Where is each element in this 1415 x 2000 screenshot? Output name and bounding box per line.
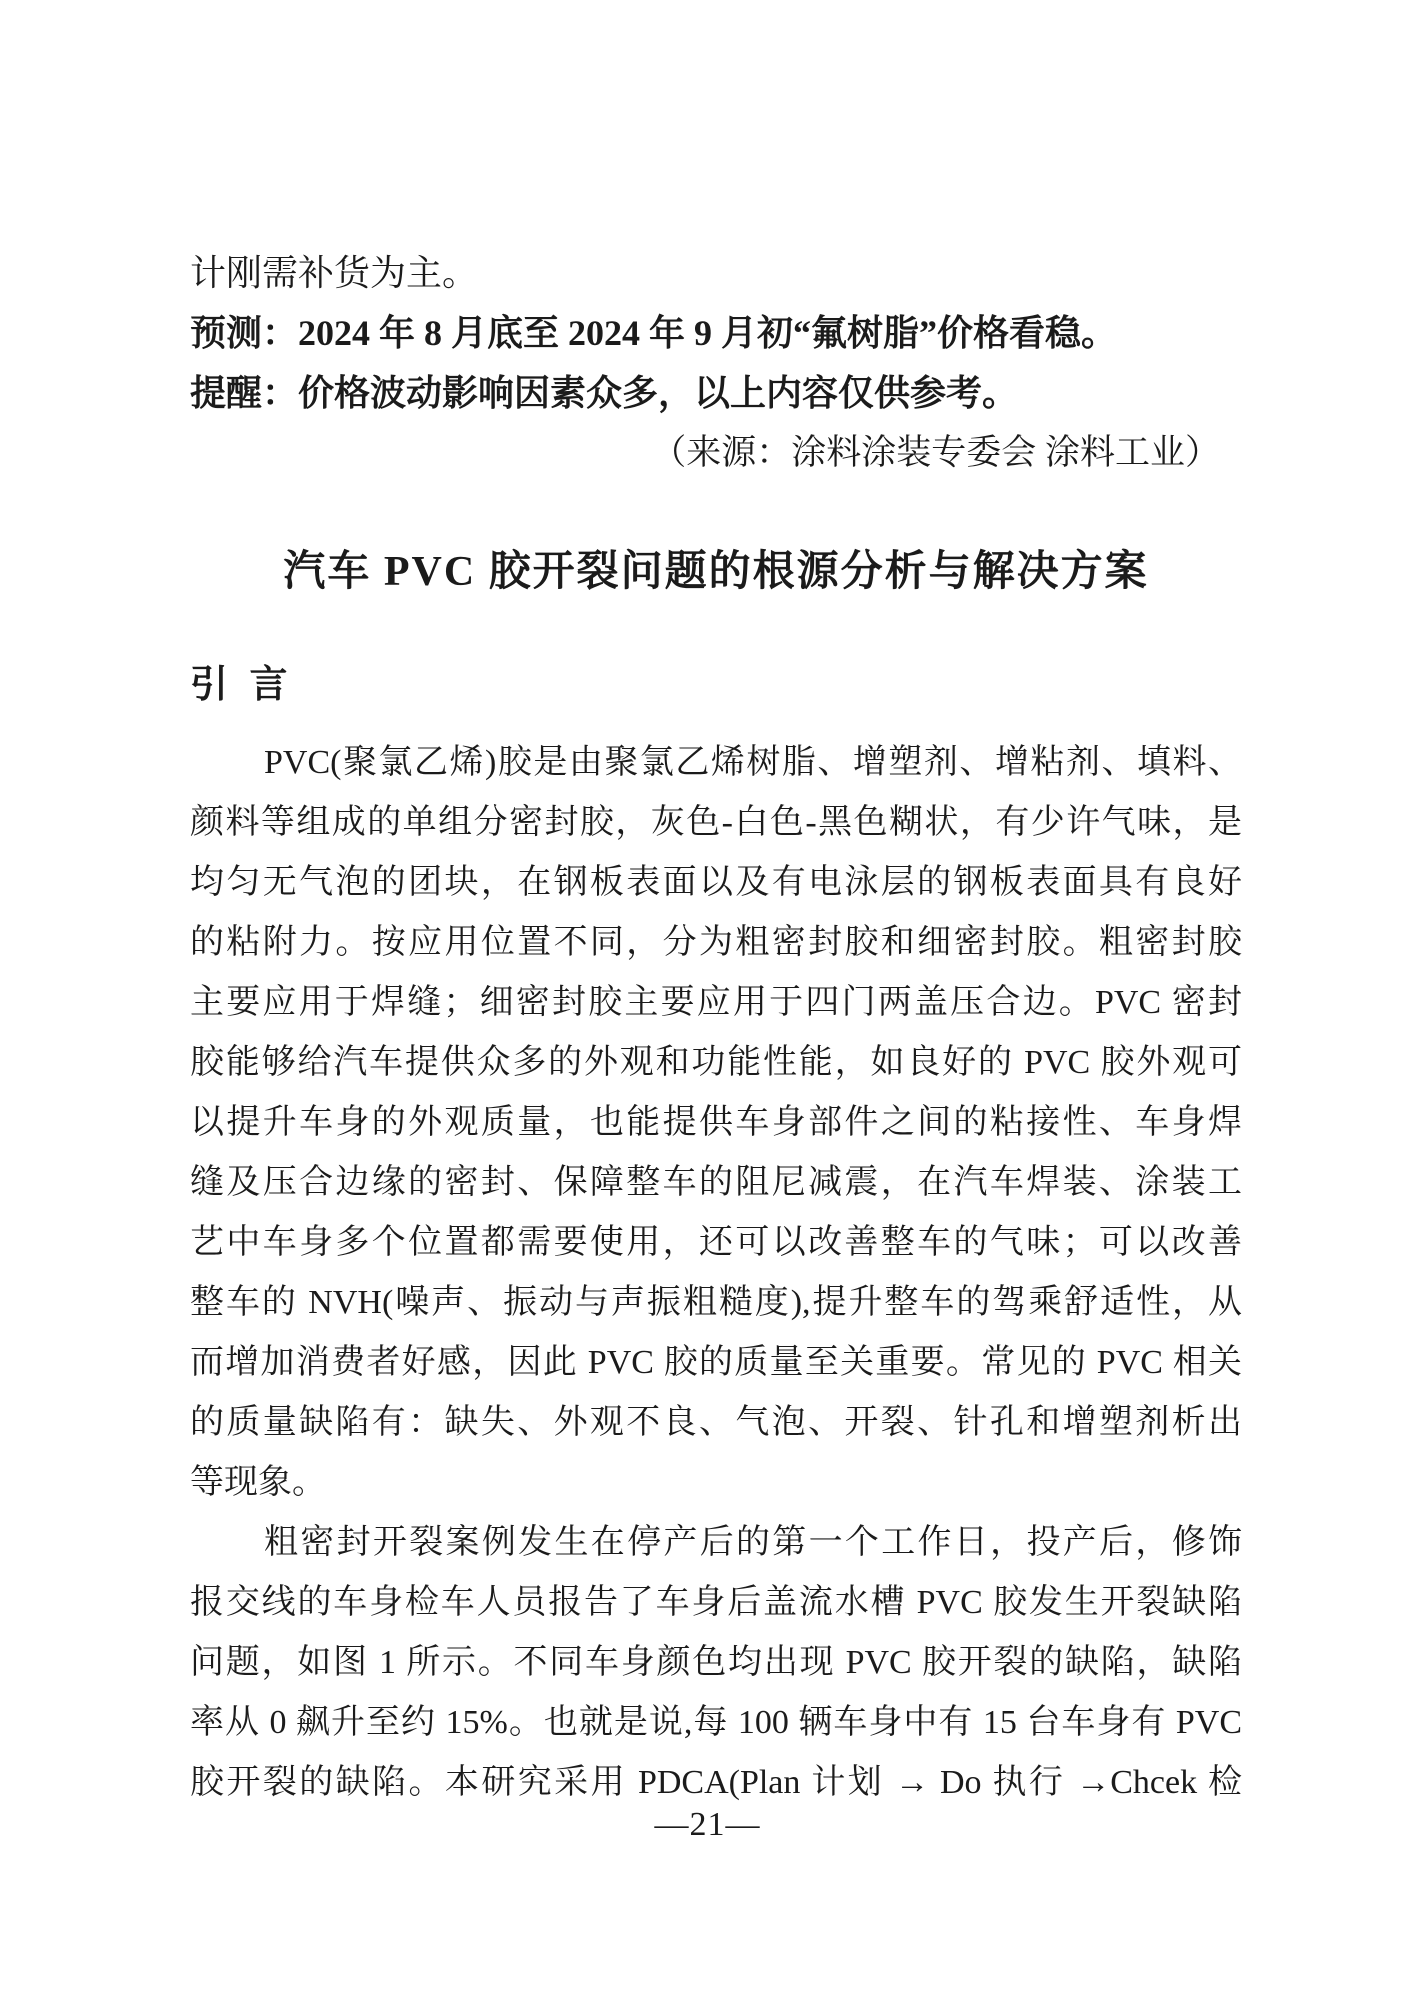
paragraph-line: 颜料等组成的单组分密封胶，灰色-白色-黑色糊状，有少许气味，是 xyxy=(190,804,1242,841)
paragraph-line: 率从 0 飙升至约 15%。也就是说,每 100 辆车身中有 15 台车身有 PVC xyxy=(190,1704,1242,1741)
forecast-line: 预测：2024 年 8 月底至 2024 年 9 月初“氟树脂”价格看稳。 xyxy=(190,313,1118,353)
paragraph-line: 的粘附力。按应用位置不同，分为粗密封胶和细密封胶。粗密封胶 xyxy=(190,924,1242,961)
paragraph-line: 问题，如图 1 所示。不同车身颜色均出现 PVC 胶开裂的缺陷，缺陷 xyxy=(190,1644,1242,1681)
paragraph-line: 缝及压合边缘的密封、保障整车的阻尼减震，在汽车焊装、涂装工 xyxy=(190,1164,1242,1201)
source-attribution: （来源：涂料涂装专委会 涂料工业） xyxy=(651,433,1220,472)
paragraph-line: 胶能够给汽车提供众多的外观和功能性能，如良好的 PVC 胶外观可 xyxy=(190,1044,1242,1081)
paragraph-line: 整车的 NVH(噪声、振动与声振粗糙度),提升整车的驾乘舒适性，从 xyxy=(190,1284,1242,1321)
article-title: 汽车 PVC 胶开裂问题的根源分析与解决方案 xyxy=(283,549,1149,595)
paragraph-line: PVC(聚氯乙烯)胶是由聚氯乙烯树脂、增塑剂、增粘剂、填料、 xyxy=(264,744,1242,781)
paragraph-line: 粗密封开裂案例发生在停产后的第一个工作日，投产后，修饰 xyxy=(264,1524,1242,1561)
continuation-line: 计刚需补货为主。 xyxy=(190,253,479,293)
article-body xyxy=(190,733,1242,1813)
paragraph-line: 主要应用于焊缝；细密封胶主要应用于四门两盖压合边。PVC 密封 xyxy=(190,984,1242,1021)
paragraph-line: 艺中车身多个位置都需要使用，还可以改善整车的气味；可以改善 xyxy=(190,1224,1242,1261)
reminder-line: 提醒：价格波动影响因素众多，以上内容仅供参考。 xyxy=(190,373,1019,413)
page-number: —21— xyxy=(654,1806,761,1843)
paragraph-line: 的质量缺陷有：缺失、外观不良、气泡、开裂、针孔和增塑剂析出 xyxy=(190,1404,1242,1441)
paragraph-line: 等现象。 xyxy=(190,1464,326,1501)
paragraph-line: 均匀无气泡的团块，在钢板表面以及有电泳层的钢板表面具有良好 xyxy=(190,864,1242,901)
paragraph-line: 以提升车身的外观质量，也能提供车身部件之间的粘接性、车身焊 xyxy=(190,1104,1242,1141)
paragraph-line: 而增加消费者好感，因此 PVC 胶的质量至关重要。常见的 PVC 相关 xyxy=(190,1344,1242,1381)
previous-article-ending xyxy=(190,243,1242,483)
paragraph-line: 胶开裂的缺陷。本研究采用 PDCA(Plan 计划 → Do 执行 →Chcek 检 xyxy=(190,1764,1242,1801)
section-heading-introduction: 引 言 xyxy=(190,664,294,706)
paragraph-line: 报交线的车身检车人员报告了车身后盖流水槽 PVC 胶发生开裂缺陷 xyxy=(190,1584,1242,1621)
